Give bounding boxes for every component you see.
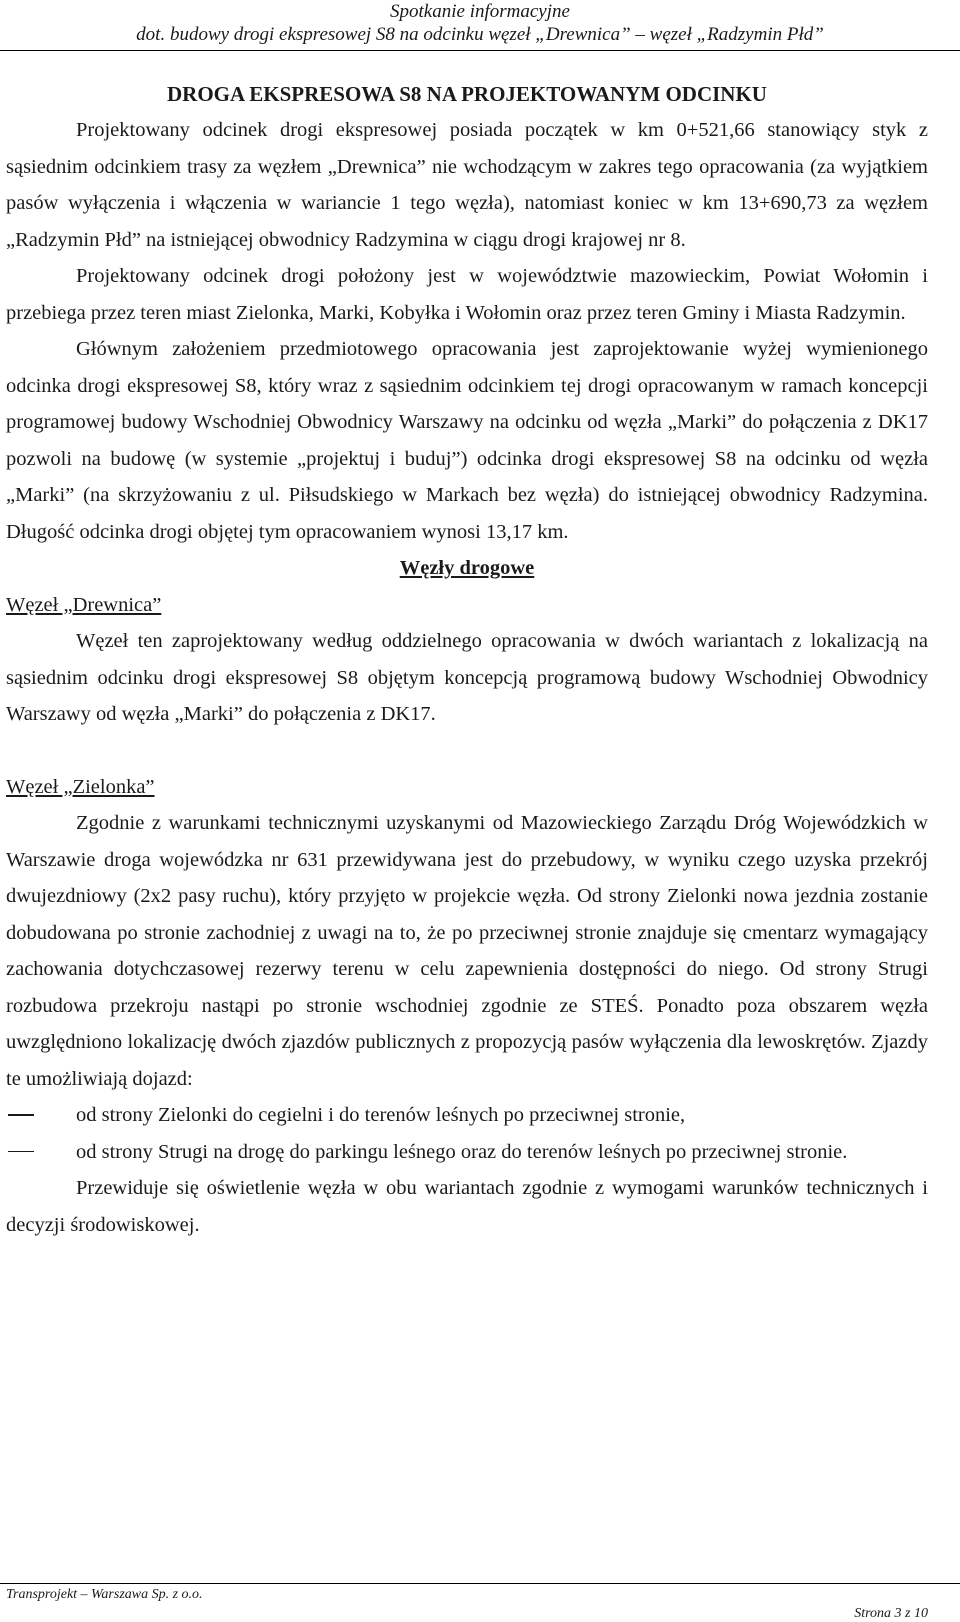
page-number: Strona 3 z 10 bbox=[854, 1606, 928, 1621]
footer-company: Transprojekt – Warszawa Sp. z o.o. bbox=[6, 1587, 203, 1602]
page-footer bbox=[0, 1583, 960, 1621]
node-zielonka-closing: Przewiduje się oświetlenie węzła w obu wariantach zgodnie z wymogami warunków technicznych i decyzji środowiskowej. bbox=[6, 1177, 928, 1236]
section-heading-nodes: Węzły drogowe bbox=[399, 557, 535, 579]
list-item-text: od strony Strugi na drogę do parkingu leśnego oraz do terenów leśnych po przeciwnej stronie. bbox=[76, 1140, 848, 1163]
dash-bullet-icon bbox=[6, 1097, 76, 1133]
node-drewnica-text: Węzeł ten zaprojektowany według oddzielnego opracowania w dwóch wariantach z lokalizacją na sąsiednim odcinku drogi ekspresowej S8 objętym koncepcją programową budowy Wschodniej Obwodnicy Warszawy od węzła „Marki” do połączenia z DK17. bbox=[6, 630, 928, 725]
paragraph-3: Głównym założeniem przedmiotowego opracowania jest zaprojektowanie wyżej wymienionego odcinka drogi ekspresowej S8, który wraz z sąsiednim odcinkiem tej drogi opracowanym w ramach koncepcji programowej budowy Wschodniej Obwodnicy Warszawy na odcinku od węzła „Marki” do połączenia z DK17 pozwoli na budowę (w systemie „projektuj i buduj”) odcinka drogi ekspresowej S8 na odcinku od węzła „Marki” (na skrzyżowaniu z ul. Piłsudskiego w Markach bez węzła) do istniejącej obwodnicy Radzymina. Długość odcinka drogi objętej tym opracowaniem wynosi 13,17 km. bbox=[6, 338, 928, 543]
list-item-text: od strony Zielonki do cegielni i do terenów leśnych po przeciwnej stronie, bbox=[76, 1104, 686, 1126]
document-body bbox=[6, 76, 928, 1243]
list-item bbox=[6, 1134, 928, 1171]
node-zielonka-heading: Węzeł „Zielonka” bbox=[6, 775, 155, 798]
dash-bullet-icon bbox=[6, 1134, 76, 1170]
paragraph-1: Projektowany odcinek drogi ekspresowej posiada początek w km 0+521,66 stanowiący styk z sąsiednim odcinkiem trasy za węzłem „Drewnica” nie wchodzącym w zakres tego opracowania (za wyjątkiem pasów wyłączenia i włączenia w wariancie 1 tego węzła), natomiast koniec w km 13+690,73 za węzłem „Radzymin Płd” na istniejącej obwodnicy Radzymina w ciągu drogi krajowej nr 8. bbox=[6, 119, 928, 251]
node-zielonka-text: Zgodnie z warunkami technicznymi uzyskanymi od Mazowieckiego Zarządu Dróg Wojewódzkich w Warszawie droga wojewódzka nr 631 przewidywana jest do przebudowy, w wyniku czego uzyska przekrój dwujezdniowy (2x2 pasy ruchu), który przyjęto w projekcie węzła. Od strony Zielonki nowa jezdnia zostanie dobudowana po stronie zachodniej z uwagi na to, że po przeciwnej stronie znajduje się cmentarz wymagający zachowania dotychczasowej rezerwy terenu w celu zapewnienia dostępności do niego. Od strony Strugi rozbudowa przekroju nastąpi po stronie wschodniej zgodnie ze STEŚ. Ponadto poza obszarem węzła uwzględniono lokalizację dwóch zjazdów publicznych z propozycją pasów wyłączenia dla lewoskrętów. Zjazdy te umożliwiają dojazd: bbox=[6, 812, 928, 1090]
header-meeting-title: Spotkanie informacyjne bbox=[390, 1, 570, 22]
spacer bbox=[6, 733, 928, 769]
page-header bbox=[0, 0, 960, 51]
header-subject: dot. budowy drogi ekspresowej S8 na odcinku węzeł „Drewnica” – węzeł „Radzymin Płd” bbox=[136, 24, 824, 45]
section-title: DROGA EKSPRESOWA S8 NA PROJEKTOWANYM ODCINKU bbox=[167, 82, 767, 106]
paragraph-2: Projektowany odcinek drogi położony jest w województwie mazowieckim, Powiat Wołomin i przebiega przez teren miast Zielonka, Marki, Kobyłka i Wołomin oraz przez teren Gminy i Miasta Radzymin. bbox=[6, 265, 928, 324]
list-item bbox=[6, 1097, 928, 1134]
node-drewnica-heading: Węzeł „Drewnica” bbox=[6, 593, 162, 616]
